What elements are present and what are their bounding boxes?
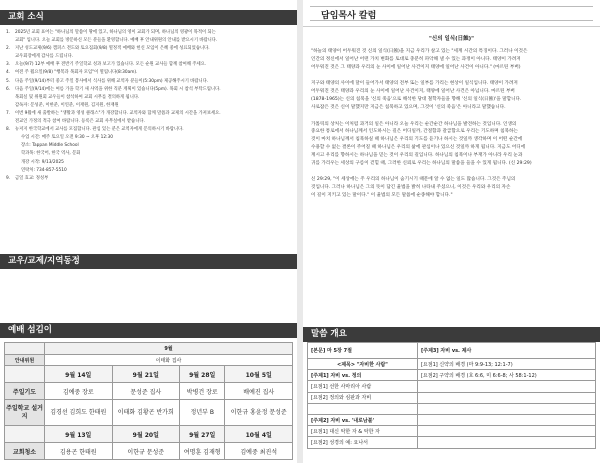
news-item-text: 장소: Tappan Middle School	[21, 143, 79, 149]
rota-date: 10월 5일	[225, 366, 293, 383]
news-item	[6, 45, 291, 53]
rota-cell: 이태화 김황곤 반가희	[112, 400, 180, 426]
news-item-number: 8.	[6, 127, 11, 133]
summary-cell: [주제2] 자비 vs. '내로남불'	[308, 414, 418, 425]
bulletin-left-page	[0, 0, 297, 463]
summary-cell	[417, 426, 595, 437]
rota-cell: 김예중 장로	[45, 383, 113, 400]
column-line: 수용할 수 없는 결론이 주어질 때 하나님은 우리의 삶에 관심이나 있으신 것일까 하게 됩니다. 지금도 어디에	[311, 144, 526, 150]
news-item-text: 오늘(9/7) 12부 예배 후 전반기 주일학교 성과 보고가 있습니다. 모든 순원 교사들 함께 참여해 주세요.	[15, 62, 207, 68]
news-item	[6, 78, 291, 86]
news-item-text: 지난 성도교제(9/6) 캠퍼스 전도와 토요집회(9/8) 열정적 예배와 헌신 모임이 은혜 중에 성료되었습니다.	[15, 46, 210, 52]
column-paragraph	[311, 48, 592, 71]
rota-cell: 박병건 장로	[180, 383, 225, 400]
rota-date: 9월 27일	[180, 426, 225, 443]
rota-date: 10월 4일	[225, 426, 293, 443]
fellowship-header: 교우/교제/지역동정	[0, 254, 297, 269]
summary-cell	[417, 392, 595, 403]
news-item-number: 7.	[6, 110, 11, 116]
rota-cleaning-label: 교회청소	[5, 443, 45, 460]
news-item-text: 교우회장에게 감사를 드립니다.	[15, 54, 74, 60]
news-item	[6, 94, 291, 102]
news-item-text: 뉴저지 한국학교에서 교사를 모집합니다. 관심 있는 분은 교역자에게 문의하시기 바랍니다.	[15, 127, 184, 133]
news-item	[6, 118, 291, 126]
rota-cell: 김용곤 한태원	[45, 443, 113, 460]
rota-cell: 이한규 문성준	[112, 443, 180, 460]
summary-cell: [요점2] 구약의 배경 (호 6:6, 미 6:6-8; 사 58:1-12)	[417, 370, 595, 381]
news-item	[6, 126, 291, 134]
news-item-text: 연락처: 734-857-5510	[21, 167, 67, 173]
news-item-text: 감독자: 문성준, 이한준, 이연준, 이재원, 김지원, 한재원	[15, 102, 119, 108]
rota-prayer-label: 주일기도	[5, 383, 45, 400]
column-paragraph	[311, 121, 592, 168]
news-item	[6, 69, 291, 77]
rota-date: 9월 28일	[180, 366, 225, 383]
news-item-number: 9.	[6, 175, 11, 181]
news-item	[6, 159, 291, 167]
summary-cell: [요점1] 신약의 배경 (마 9:9-13; 12:1-7)	[417, 359, 595, 370]
bulletin-right-page	[303, 0, 600, 463]
news-item-text: 교회" 입니다. 오늘 교회를 방문하신 모든 분들을 환영합니다. 예배 후 안내위원의 안내를 받으시기 바랍니다.	[15, 38, 218, 44]
rota-cell: 정년부 B	[180, 400, 225, 426]
summary-cell: [요점1] 대신 악한 자 & 악한 자	[308, 426, 418, 437]
rota-cell: 김예중 최진석	[225, 443, 293, 460]
summary-cell: [요점1] 선한 사마리아 사람	[308, 381, 418, 392]
news-item	[6, 53, 291, 61]
summary-cell: [요점2] 정의와 심판과 자비	[308, 392, 418, 403]
news-item-number: 6.	[6, 86, 11, 92]
column-line: 것이 마치 하나님께서 침묵하실 때 하나님은 우리의 기도를 듣기나 하시는 것일까 생각하며 이 어떤 순간에	[311, 137, 523, 143]
news-item-number	[6, 134, 21, 142]
rota-month: 9월	[45, 343, 293, 355]
news-item-number	[6, 118, 15, 126]
news-item-number: 1.	[6, 30, 11, 35]
rota-date: 9월 21일	[112, 366, 180, 383]
column-line: 귀를 가리우는 세상의 구름이 걷힐 때, 그러한 신뢰로 우리는 하나님의 말씀을 들을 수 있게 됩니다. (신 29:29)	[311, 160, 532, 166]
rota-cell: 여명훈 김재형	[180, 443, 225, 460]
column-line: 가톨릭의 상처는 이처럼 과거의 일은 아니라 오늘 우리는 순간순간 하나님을 발견하는 것입니다. 인생의	[311, 121, 517, 127]
news-item-number: 3.	[6, 62, 11, 68]
summary-cell	[308, 403, 418, 414]
news-item-number	[6, 159, 21, 167]
news-item-text: 여전 주 월요일(9/8) "행복과 목회자 모임"이 열립니다(8:30am).	[15, 70, 138, 76]
news-item-number: 5.	[6, 78, 11, 84]
rota-date: 9월 13일	[45, 426, 113, 443]
news-item	[6, 150, 291, 158]
news-item-text: 다음 주일(9/14)에는 여름 가을 학기 새 사역을 위한 직분 계획이 있습니다(5pm). 목회 시 참석 부탁드립니다.	[15, 86, 221, 92]
summary-cell	[417, 437, 595, 448]
pastor-column-header: 담임목사 칼럼	[321, 11, 377, 21]
news-item	[6, 102, 291, 110]
news-item-text: 금일 효교: 정성부	[15, 175, 49, 181]
news-item-text: 목회실 및 위원회 교우들이 참석하여 교회 시무를 결의하게 됩니다.	[15, 94, 140, 100]
rota-date-corner	[5, 366, 45, 383]
news-item-number	[6, 37, 15, 45]
news-item-number	[6, 150, 21, 158]
column-paragraph	[311, 80, 592, 111]
news-item	[6, 86, 291, 94]
news-item-number	[6, 167, 21, 175]
rota-dishes-label: 주일학교 설거지	[5, 400, 45, 426]
column-paragraph	[311, 176, 592, 199]
rota-cell: 문성준 집사	[112, 383, 180, 400]
news-item-text: 수업 시간: 매주 토요일 오전 9:30 ~ 오후 12:30	[21, 135, 113, 141]
news-item	[6, 61, 291, 69]
column-line: 어두워진 것은 태양과 우리의 눈 사이에 일어난 사건이지, 태양에 일어난 사건은 아닙니다. 마르틴 부버	[311, 89, 515, 95]
church-news-header: 교회 소식	[0, 10, 297, 25]
column-line: 신 29:29, "이 세상에는 주 우리의 하나님이 숨기시기 때문에 알 수 없는 일도 많습니다. 그것은 주님의	[311, 177, 516, 183]
news-item	[6, 29, 291, 37]
summary-cell	[417, 414, 595, 425]
news-item	[6, 134, 291, 142]
news-item-text: 전교인 가정의 적극 참여 바랍니다. 등록은 교회 사무실에서 받습니다.	[15, 119, 145, 125]
sermon-summary-header: 말씀 개요	[303, 327, 600, 342]
column-line: 이 길이 지키고 있는 말이다." 이 율법의 모든 말씀에 순종해야 합니다."	[311, 192, 453, 198]
column-line: "하늘의 태양이 어두워진 것 신의 일식(日蝕)을 지금 우리가 살고 있는 "세계 시간의 특징이다. 그러나 이것은	[311, 49, 528, 54]
pastor-column-title-bar	[303, 0, 600, 27]
news-item-number	[6, 102, 15, 110]
news-item	[6, 37, 291, 45]
worship-servers-table	[4, 342, 293, 460]
column-line: 중요한 통로에서 하나님께서 인도하시는 길은 어디일까, 간절함과 갈급함으로 우리는 기도하며 침묵하는	[311, 129, 518, 135]
news-item-number	[6, 94, 15, 102]
summary-cell: [주제3] 자비 vs. 제사	[417, 343, 595, 359]
summary-cell	[417, 403, 595, 414]
column-body	[303, 42, 600, 200]
rota-cell: 김경선 김희도 한태원	[45, 400, 113, 426]
news-item-number: 4.	[6, 70, 11, 76]
rota-guide-label: 안내위원	[5, 355, 45, 366]
summary-cell	[417, 381, 595, 392]
column-title: "신의 일식(日蝕)"	[429, 36, 474, 42]
news-item	[6, 142, 291, 150]
worship-servers-header: 예배 섬김이	[0, 323, 297, 338]
column-line: 지구와 태양의 사이에 달이 들어가서 태양의 전부 또는 일부를 가리는 현상이 일식입니다. 태양이 가려져	[311, 81, 518, 87]
rota-corner	[5, 343, 45, 355]
church-news-list	[0, 25, 297, 183]
sermon-summary-table	[307, 342, 596, 449]
news-item-text: 학과목: 한국어, 한국 역사, 문화	[21, 151, 81, 157]
rota-cell: 이한규 홍윤정 문성준	[225, 400, 293, 426]
rota-date: 9월 14일	[45, 366, 113, 383]
rota-date-corner	[5, 426, 45, 443]
rota-date: 9월 20일	[112, 426, 180, 443]
news-item-text: 이번 9월에 새 출발하는 "생활과 영성 클래스"가 개강합니다. 교역자와 함께 말씀과 교제의 시간을 가져보세요.	[15, 110, 221, 116]
summary-cell: [요점2] 성경의 예: 요나서	[308, 437, 418, 448]
news-item-number	[6, 142, 21, 150]
rota-guide-value: 이태화 집사	[45, 355, 293, 366]
column-line: 계시고 우리를 향하시는 하나님을 믿는 것이 우리의 길입니다. 하나님의 침묵이나 부재가 아니라 우리 눈과	[311, 152, 523, 158]
news-item	[6, 110, 291, 118]
news-item-number	[6, 53, 15, 61]
news-item	[6, 167, 291, 175]
summary-cell: [주제1] 자비 vs. 정의	[308, 370, 418, 381]
column-line: (1878-1965)는 신의 침묵을 '신의 죽음'으로 해석한 당대 철학자들을 향해 '신의 일식(日蝕)'을 말합니다.	[311, 96, 522, 102]
column-line: 사로잡은 것은 신이 말했지만 지금은 침묵하고 있으며, 그것이 '신의 죽음'은 아니라고 말했습니다.	[311, 104, 506, 110]
column-line: 어두워진 것은 그 태양과 우리의 눈 사이에 일어난 사건이지 태양에 일어난 사건이 아니다." (마르틴 부버)	[311, 64, 521, 70]
summary-cell: [본문] 마 5장 7절	[308, 343, 418, 359]
news-item-text: 개강 시작: 9/13/2025	[21, 159, 64, 165]
news-item	[6, 175, 291, 183]
rota-cell: 배예진 집사	[225, 383, 293, 400]
sermon-title: <제목> "자비한 사람"	[308, 359, 418, 370]
column-line: 것입니다. 그러나 하나님은 그의 뜻이 담긴 율법을 밝히 나타내 주셨으니, 이것은 우리와 우리의 자손	[311, 185, 511, 191]
news-item-text: 2025년 교회 표어는 "하나님의 말씀이 땅에 있고, 하나님의 영이 교회가 되며, 하나님의 영광이 목적이 되는	[15, 30, 216, 35]
column-line: 인간의 정신에서 일어난 어떤 가치 변화를 토대로 충분히 파악해 낼 수 있는 과정이 아니다. 태양이 가려져	[311, 56, 521, 62]
news-item-text: 다음 주일(9/14)부터 중고 주일 봉사에서 식사를 위해 교역자 분들이(5:30pm) 제공해주시기 바랍니다.	[15, 78, 209, 84]
news-item-number: 2.	[6, 46, 11, 52]
